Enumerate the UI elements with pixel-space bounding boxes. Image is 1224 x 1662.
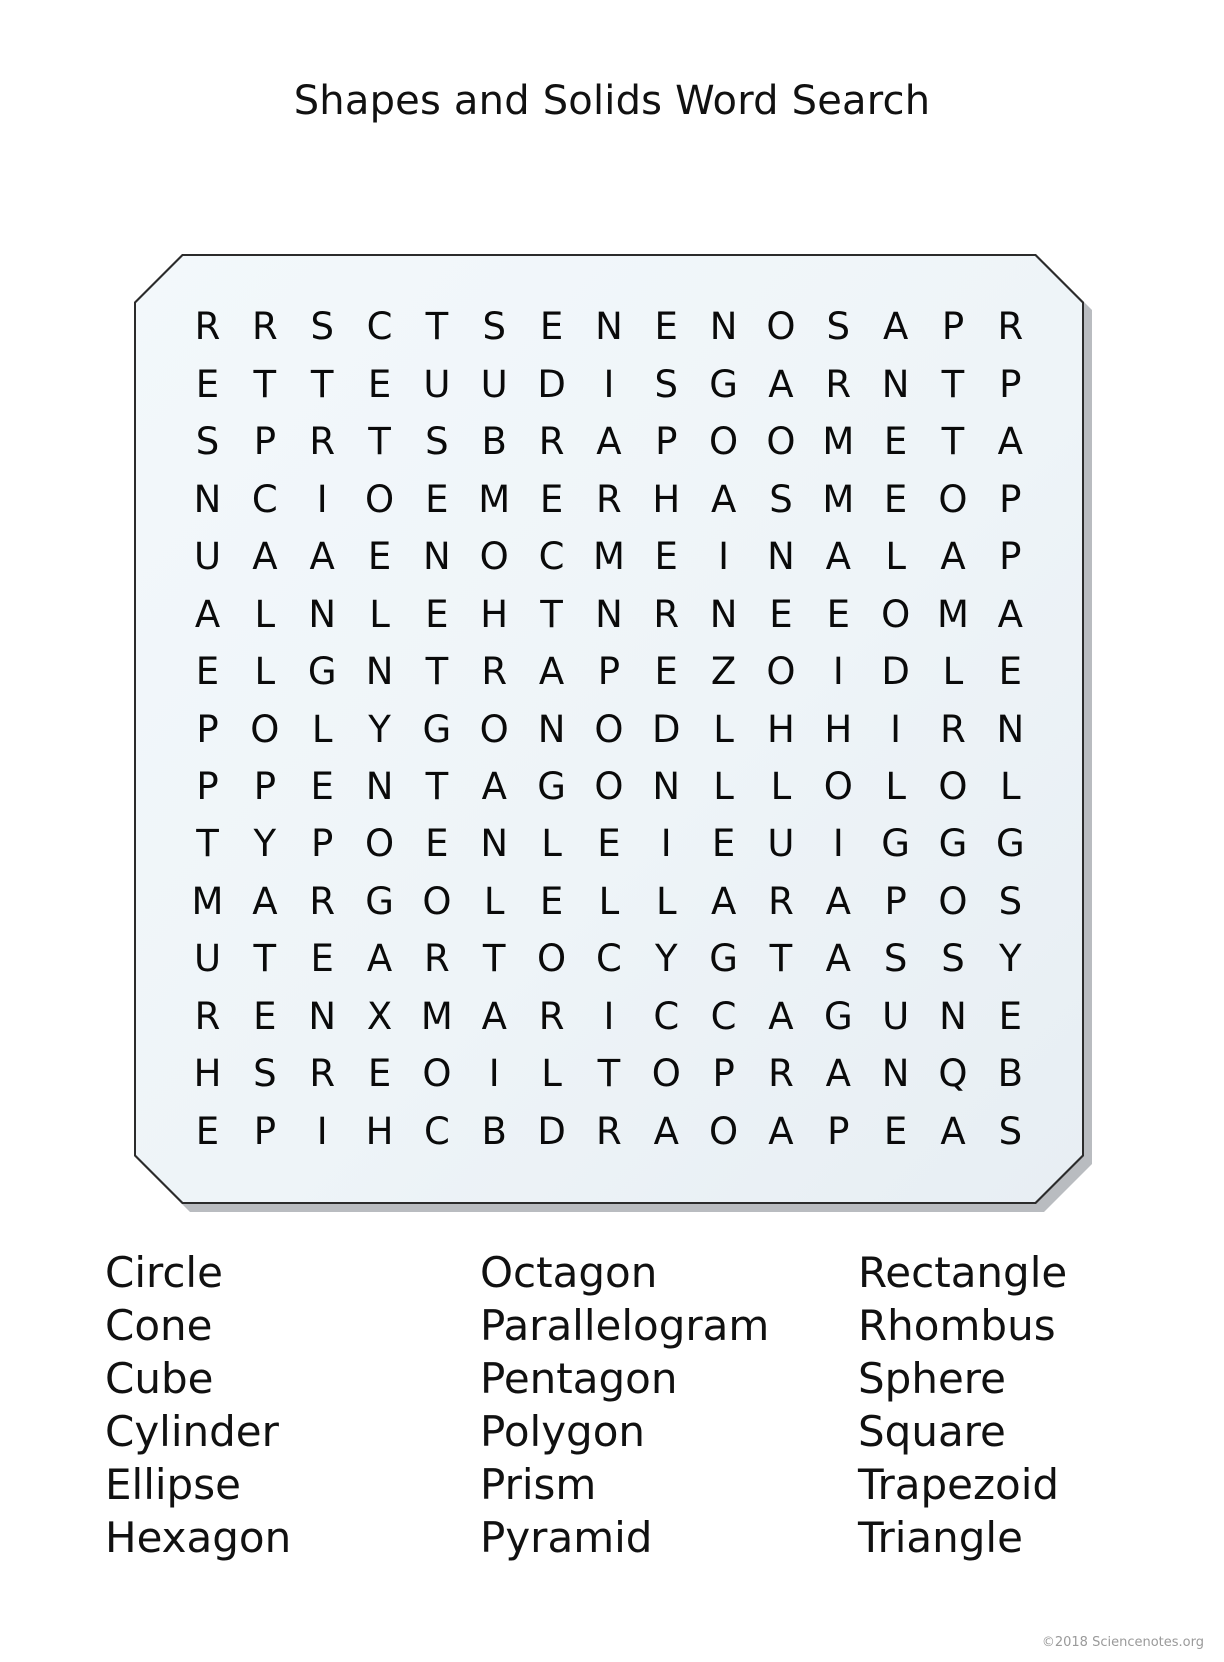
grid-letter[interactable]: Q xyxy=(938,1052,968,1096)
grid-letter[interactable]: U xyxy=(767,822,795,866)
grid-letter[interactable]: H xyxy=(365,1109,394,1153)
grid-letter[interactable]: P xyxy=(655,420,678,464)
grid-letter[interactable]: A xyxy=(366,937,393,981)
grid-letter[interactable]: O xyxy=(938,879,968,923)
grid-letter[interactable]: E xyxy=(654,650,678,694)
grid-letter[interactable]: A xyxy=(710,879,737,923)
grid-letter[interactable]: Y xyxy=(253,822,277,866)
grid-letter[interactable]: A xyxy=(194,592,221,636)
grid-row xyxy=(180,1103,1038,1160)
grid-letter[interactable]: I xyxy=(603,994,615,1038)
grid-letter[interactable]: A xyxy=(538,650,565,694)
grid-letter[interactable]: E xyxy=(654,535,678,579)
grid-letter[interactable]: G xyxy=(995,822,1025,866)
grid-letter[interactable]: N xyxy=(308,994,337,1038)
grid-letter[interactable]: E xyxy=(539,879,564,923)
grid-letter[interactable]: L xyxy=(598,879,620,923)
copyright-credit: ©2018 Sciencenotes.org xyxy=(1041,1635,1204,1650)
grid-letter[interactable]: L xyxy=(369,592,390,636)
grid-letter[interactable]: S xyxy=(998,879,1023,923)
grid-letter[interactable]: O xyxy=(364,822,395,866)
grid-letter[interactable]: D xyxy=(881,650,910,694)
grid-letter[interactable]: R xyxy=(825,362,852,406)
grid-letter[interactable]: L xyxy=(311,707,333,751)
grid-letter[interactable]: P xyxy=(196,707,219,751)
grid-letter[interactable]: L xyxy=(254,592,276,636)
grid-letter[interactable]: E xyxy=(367,1052,392,1096)
grid-letter[interactable]: C xyxy=(595,937,622,981)
grid-letter[interactable]: R xyxy=(251,305,278,349)
grid-letter[interactable]: E xyxy=(367,362,392,406)
word-list-item[interactable]: Square xyxy=(858,1407,1006,1456)
grid-letter[interactable]: L xyxy=(885,764,906,808)
grid-letter[interactable]: R xyxy=(596,1109,622,1153)
grid-letter[interactable]: R xyxy=(538,420,565,464)
grid-letter[interactable]: L xyxy=(713,707,734,751)
grid-row xyxy=(180,355,1038,412)
grid-letter[interactable]: Z xyxy=(710,650,737,694)
grid-letter[interactable]: O xyxy=(479,535,509,579)
grid-letter[interactable]: E xyxy=(195,362,220,406)
grid-row xyxy=(180,988,1038,1045)
grid-letter[interactable]: M xyxy=(592,535,625,579)
grid-letter[interactable]: O xyxy=(479,707,509,751)
grid-letter[interactable]: R xyxy=(940,707,966,751)
grid-letter[interactable]: E xyxy=(998,994,1022,1038)
grid-letter[interactable]: P xyxy=(999,477,1022,521)
grid-letter[interactable]: E xyxy=(425,822,449,866)
grid-letter[interactable]: E xyxy=(711,822,736,866)
grid-letter[interactable]: E xyxy=(195,650,220,694)
grid-letter[interactable]: L xyxy=(254,650,276,694)
grid-letter[interactable]: E xyxy=(883,477,908,521)
grid-letter[interactable]: S xyxy=(883,937,908,981)
grid-letter[interactable]: C xyxy=(653,994,680,1038)
grid-letter[interactable]: T xyxy=(368,420,391,464)
grid-letter[interactable]: E xyxy=(597,822,621,866)
grid-letter[interactable]: E xyxy=(539,305,564,349)
grid-letter[interactable]: H xyxy=(480,592,509,636)
grid-letter[interactable]: R xyxy=(653,592,680,636)
grid-letter[interactable]: N xyxy=(881,1052,910,1096)
word-list-item[interactable]: Sphere xyxy=(858,1354,1006,1403)
grid-letter[interactable]: C xyxy=(710,994,737,1038)
grid-letter[interactable]: A xyxy=(940,535,966,579)
grid-letter[interactable]: A xyxy=(997,592,1023,636)
word-list-item[interactable]: Triangle xyxy=(858,1513,1023,1562)
grid-letter[interactable]: N xyxy=(423,535,451,579)
grid-letter[interactable]: O xyxy=(422,1052,452,1096)
grid-letter[interactable]: E xyxy=(654,305,678,349)
grid-letter[interactable]: N xyxy=(709,592,738,636)
word-list-item[interactable]: Cone xyxy=(105,1301,213,1350)
grid-letter[interactable]: G xyxy=(307,650,337,694)
grid-letter[interactable]: G xyxy=(938,822,968,866)
grid-letter[interactable]: G xyxy=(881,822,910,866)
grid-letter[interactable]: R xyxy=(194,994,221,1038)
grid-letter[interactable]: Y xyxy=(368,707,391,751)
grid-letter[interactable]: E xyxy=(310,937,334,981)
worksheet-page xyxy=(0,78,1224,1662)
grid-letter[interactable]: A xyxy=(309,535,335,579)
grid-letter[interactable]: S xyxy=(654,362,678,406)
grid-letter[interactable]: T xyxy=(425,650,449,694)
grid-letter[interactable]: O xyxy=(709,420,739,464)
grid-letter[interactable]: M xyxy=(822,477,855,521)
grid-letter[interactable]: U xyxy=(480,362,508,406)
grid-letter[interactable]: N xyxy=(365,764,394,808)
grid-letter[interactable]: R xyxy=(538,994,565,1038)
grid-letter[interactable]: R xyxy=(481,650,508,694)
grid-letter[interactable]: E xyxy=(310,764,334,808)
grid-letter[interactable]: H xyxy=(767,707,795,751)
grid-letter[interactable]: O xyxy=(709,1109,739,1153)
grid-letter[interactable]: I xyxy=(718,535,730,579)
grid-letter[interactable]: T xyxy=(941,420,965,464)
grid-letter[interactable]: I xyxy=(660,822,672,866)
word-list-column-2 xyxy=(480,1246,858,1564)
grid-letter[interactable]: R xyxy=(596,477,622,521)
grid-letter[interactable]: G xyxy=(709,937,738,981)
grid-row xyxy=(180,930,1038,987)
grid-letter[interactable]: H xyxy=(193,1052,222,1096)
grid-letter[interactable]: L xyxy=(541,822,562,866)
grid-letter[interactable]: O xyxy=(594,764,624,808)
grid-letter[interactable]: E xyxy=(998,650,1022,694)
grid-letter[interactable]: N xyxy=(996,707,1025,751)
grid-letter[interactable]: S xyxy=(998,1109,1023,1153)
grid-letter[interactable]: A xyxy=(252,535,278,579)
grid-letter[interactable]: A xyxy=(825,879,851,923)
grid-letter[interactable]: L xyxy=(1000,764,1021,808)
grid-letter[interactable]: M xyxy=(822,420,855,464)
grid-letter[interactable]: O xyxy=(938,764,968,808)
word-list-item[interactable]: Pentagon xyxy=(480,1354,678,1403)
grid-letter[interactable]: A xyxy=(825,535,851,579)
grid-letter[interactable]: S xyxy=(425,420,449,464)
grid-letter[interactable]: L xyxy=(770,764,792,808)
grid-letter[interactable]: C xyxy=(538,535,565,579)
word-list-item[interactable]: Hexagon xyxy=(105,1513,292,1562)
grid-letter[interactable]: G xyxy=(709,362,738,406)
grid-letter[interactable]: O xyxy=(364,477,395,521)
grid-letter[interactable]: R xyxy=(194,305,221,349)
grid-letter[interactable]: P xyxy=(311,822,334,866)
grid-letter[interactable]: O xyxy=(766,305,796,349)
grid-letter[interactable]: R xyxy=(768,879,794,923)
grid-letter[interactable]: P xyxy=(941,305,965,349)
grid-letter[interactable]: A xyxy=(252,879,278,923)
grid-row xyxy=(180,1045,1038,1102)
grid-letter[interactable]: T xyxy=(253,362,277,406)
word-list-item[interactable]: Cube xyxy=(105,1354,214,1403)
word-list-column-3 xyxy=(858,1246,1125,1564)
grid-letter[interactable]: L xyxy=(541,1052,562,1096)
grid-letter[interactable]: I xyxy=(316,477,328,521)
grid-letter[interactable]: O xyxy=(823,764,853,808)
grid-letter[interactable]: A xyxy=(481,994,507,1038)
grid-letter[interactable]: D xyxy=(537,1109,566,1153)
grid-letter[interactable]: P xyxy=(712,1052,735,1096)
grid-letter[interactable]: E xyxy=(883,1109,908,1153)
grid-letter[interactable]: T xyxy=(310,362,334,406)
grid-letter[interactable]: P xyxy=(253,1109,276,1153)
grid-letter[interactable]: G xyxy=(537,764,566,808)
grid-row xyxy=(180,758,1038,815)
grid-letter[interactable]: G xyxy=(365,879,394,923)
grid-letter[interactable]: N xyxy=(709,305,738,349)
grid-letter[interactable]: U xyxy=(193,937,222,981)
page-title: Shapes and Solids Word Search xyxy=(293,78,931,124)
grid-letter[interactable]: A xyxy=(825,1052,851,1096)
grid-letter[interactable]: E xyxy=(826,592,850,636)
grid-letter[interactable]: H xyxy=(652,477,681,521)
grid-letter[interactable]: O xyxy=(766,650,796,694)
grid-letter[interactable]: E xyxy=(195,1109,220,1153)
grid-letter[interactable]: B xyxy=(481,1109,507,1153)
grid-letter[interactable]: I xyxy=(488,1052,500,1096)
word-list xyxy=(105,1246,1125,1564)
grid-letter[interactable]: R xyxy=(424,937,450,981)
grid-letter[interactable]: A xyxy=(768,362,794,406)
grid-letter[interactable]: A xyxy=(596,420,622,464)
grid-letter[interactable]: P xyxy=(196,764,219,808)
grid-letter[interactable]: I xyxy=(316,1109,328,1153)
grid-letter[interactable]: T xyxy=(196,822,219,866)
grid-letter[interactable]: U xyxy=(193,535,222,579)
grid-letter[interactable]: R xyxy=(309,879,336,923)
grid-letter[interactable]: O xyxy=(938,477,968,521)
word-list-item[interactable]: Trapezoid xyxy=(858,1460,1060,1509)
grid-letter[interactable]: O xyxy=(651,1052,681,1096)
grid-letter[interactable]: P xyxy=(597,650,621,694)
word-list-item[interactable]: Rectangle xyxy=(858,1248,1068,1297)
word-list-item[interactable]: Prism xyxy=(480,1460,597,1509)
grid-letter[interactable]: R xyxy=(997,305,1024,349)
grid-letter[interactable]: O xyxy=(766,420,796,464)
word-list-item[interactable]: Parallelogram xyxy=(480,1301,770,1350)
grid-letter[interactable]: N xyxy=(308,592,337,636)
grid-letter[interactable]: T xyxy=(253,937,277,981)
grid-letter[interactable]: T xyxy=(540,592,563,636)
grid-letter[interactable]: D xyxy=(537,362,566,406)
grid-letter[interactable]: R xyxy=(768,1052,794,1096)
grid-letter[interactable]: B xyxy=(997,1052,1023,1096)
word-list-column-1 xyxy=(105,1246,480,1564)
grid-row xyxy=(180,815,1038,872)
word-list-item[interactable]: Circle xyxy=(105,1248,223,1297)
grid-letter[interactable]: A xyxy=(997,420,1023,464)
grid-row xyxy=(180,700,1038,757)
grid-letter[interactable]: Y xyxy=(654,937,678,981)
grid-letter[interactable]: N xyxy=(767,535,795,579)
grid-letter[interactable]: M xyxy=(420,994,453,1038)
grid-row xyxy=(180,298,1038,355)
grid-letter[interactable]: L xyxy=(885,535,906,579)
grid-letter[interactable]: H xyxy=(824,707,853,751)
grid-letter[interactable]: T xyxy=(941,362,965,406)
grid-letter[interactable]: T xyxy=(597,1052,621,1096)
grid-letter[interactable]: L xyxy=(942,650,964,694)
grid-letter[interactable]: D xyxy=(652,707,681,751)
grid-letter[interactable]: T xyxy=(425,305,449,349)
grid-letter[interactable]: U xyxy=(882,994,910,1038)
grid-letter[interactable]: M xyxy=(478,477,511,521)
grid-letter[interactable]: I xyxy=(890,707,902,751)
grid-row xyxy=(180,470,1038,527)
grid-row xyxy=(180,528,1038,585)
grid-letter[interactable]: M xyxy=(191,879,224,923)
grid-letter[interactable]: N xyxy=(193,477,222,521)
grid-letter[interactable]: S xyxy=(482,305,506,349)
grid-letter[interactable]: E xyxy=(425,592,449,636)
word-list-item[interactable]: Rhombus xyxy=(858,1301,1056,1350)
grid-letter[interactable]: S xyxy=(826,305,851,349)
grid-letter[interactable]: N xyxy=(595,305,623,349)
grid-letter[interactable]: G xyxy=(823,994,853,1038)
word-search-grid[interactable] xyxy=(134,254,1084,1204)
grid-letter[interactable]: R xyxy=(309,420,336,464)
grid-letter[interactable]: S xyxy=(941,937,965,981)
grid-letter[interactable]: P xyxy=(253,420,276,464)
grid-letter[interactable]: O xyxy=(881,592,911,636)
grid-letter[interactable]: N xyxy=(881,362,910,406)
grid-letter[interactable]: T xyxy=(425,764,449,808)
grid-letter[interactable]: L xyxy=(655,879,677,923)
grid-letter[interactable]: N xyxy=(652,764,681,808)
grid-letter[interactable]: E xyxy=(425,477,449,521)
grid-letter[interactable]: B xyxy=(481,420,507,464)
grid-letter[interactable]: E xyxy=(253,994,277,1038)
grid-letter[interactable]: S xyxy=(310,305,334,349)
grid-letter[interactable]: A xyxy=(481,764,507,808)
grid-letter[interactable]: T xyxy=(769,937,793,981)
grid-letter[interactable]: N xyxy=(537,707,566,751)
grid-letter[interactable]: T xyxy=(482,937,506,981)
grid-letter[interactable]: A xyxy=(882,305,909,349)
grid-letter[interactable]: C xyxy=(366,305,393,349)
grid-letter[interactable]: S xyxy=(253,1052,277,1096)
letter-grid[interactable] xyxy=(134,254,1084,1204)
grid-letter[interactable]: A xyxy=(768,994,794,1038)
grid-letter[interactable]: C xyxy=(251,477,278,521)
grid-letter[interactable]: A xyxy=(825,937,851,981)
grid-letter[interactable]: N xyxy=(939,994,967,1038)
grid-letter[interactable]: P xyxy=(884,879,907,923)
grid-letter[interactable]: P xyxy=(253,764,276,808)
grid-row xyxy=(180,643,1038,700)
word-list-item[interactable]: Cylinder xyxy=(105,1407,279,1456)
word-list-item[interactable]: Ellipse xyxy=(105,1460,241,1509)
grid-letter[interactable]: Y xyxy=(999,937,1022,981)
grid-letter[interactable]: C xyxy=(423,1109,450,1153)
grid-letter[interactable]: A xyxy=(768,1109,794,1153)
grid-letter[interactable]: I xyxy=(832,650,844,694)
grid-letter[interactable]: X xyxy=(366,994,393,1038)
grid-letter[interactable]: N xyxy=(480,822,509,866)
grid-letter[interactable]: E xyxy=(367,535,392,579)
grid-letter[interactable]: P xyxy=(999,362,1022,406)
grid-letter[interactable]: U xyxy=(423,362,451,406)
grid-letter[interactable]: G xyxy=(422,707,452,751)
grid-letter[interactable]: E xyxy=(769,592,793,636)
grid-letter[interactable]: S xyxy=(195,420,220,464)
grid-letter[interactable]: O xyxy=(594,707,624,751)
grid-letter[interactable]: R xyxy=(309,1052,336,1096)
grid-letter[interactable]: I xyxy=(603,362,615,406)
grid-letter[interactable]: M xyxy=(937,592,969,636)
grid-row xyxy=(180,585,1038,642)
grid-letter[interactable]: L xyxy=(713,764,734,808)
grid-letter[interactable]: L xyxy=(483,879,505,923)
grid-letter[interactable]: P xyxy=(827,1109,850,1153)
grid-letter[interactable]: O xyxy=(422,879,452,923)
grid-letter[interactable]: N xyxy=(595,592,623,636)
word-list-item[interactable]: Octagon xyxy=(480,1248,658,1297)
grid-letter[interactable]: O xyxy=(250,707,280,751)
grid-letter[interactable]: I xyxy=(832,822,844,866)
word-list-item[interactable]: Pyramid xyxy=(480,1513,653,1562)
grid-letter[interactable]: E xyxy=(883,420,908,464)
grid-letter[interactable]: A xyxy=(940,1109,966,1153)
grid-letter[interactable]: O xyxy=(537,937,567,981)
grid-row xyxy=(180,413,1038,470)
grid-letter[interactable]: E xyxy=(539,477,564,521)
grid-letter[interactable]: P xyxy=(999,535,1022,579)
word-list-item[interactable]: Polygon xyxy=(480,1407,646,1456)
grid-letter[interactable]: A xyxy=(653,1109,679,1153)
grid-letter[interactable]: N xyxy=(365,650,394,694)
grid-letter[interactable]: A xyxy=(710,477,737,521)
grid-row xyxy=(180,873,1038,930)
grid-letter[interactable]: S xyxy=(769,477,793,521)
